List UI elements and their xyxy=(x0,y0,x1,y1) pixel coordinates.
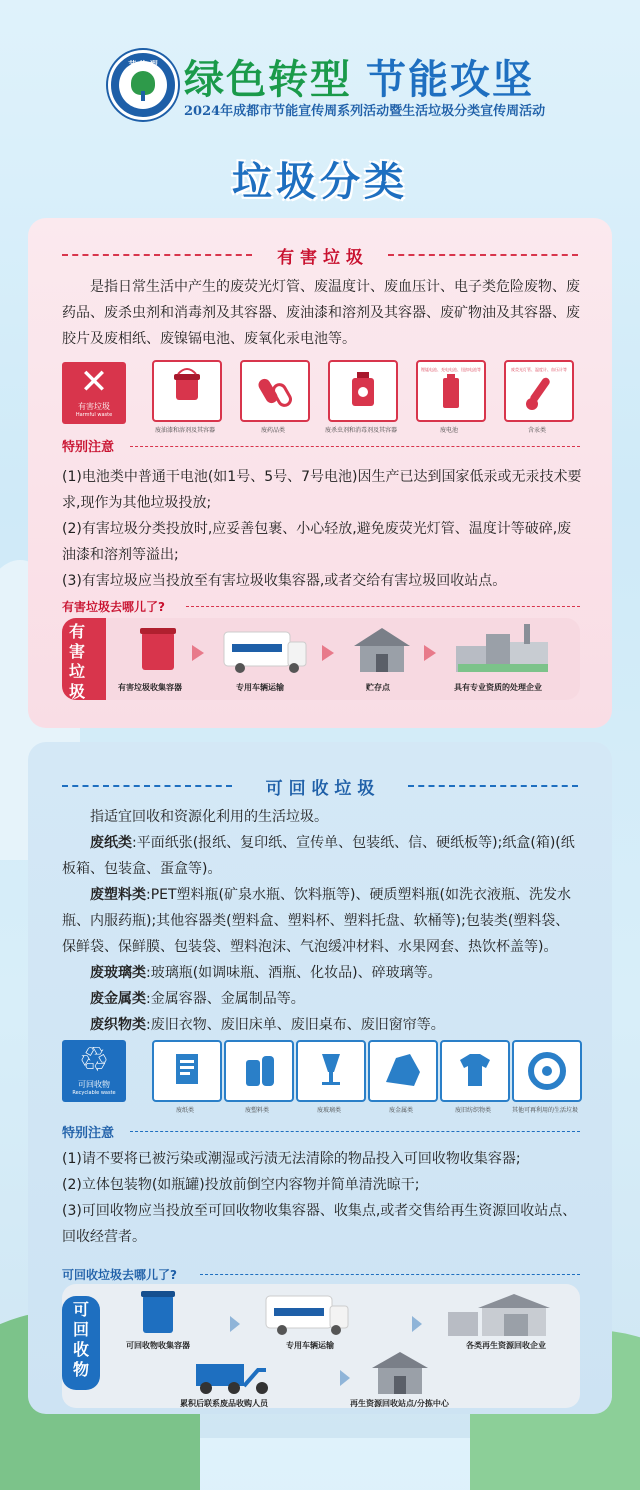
factory-icon xyxy=(444,1290,554,1338)
hazard-x-icon: ✕ xyxy=(79,362,109,402)
recyclable-where-title: 可回收垃圾去哪儿了? xyxy=(62,1268,177,1282)
hazardous-heading xyxy=(32,243,608,268)
recyclable-description-block xyxy=(62,804,582,1038)
recyclable-sign-label-en: Recyclable waste xyxy=(72,1090,116,1096)
flow-step: 具有专业资质的处理企业 xyxy=(454,683,542,692)
page-title: 垃圾分类 xyxy=(232,159,408,205)
icon-caption: 废玻璃类 xyxy=(316,1107,341,1114)
tree-trunk xyxy=(141,91,145,101)
thermometer-icon xyxy=(504,360,574,422)
metal-icon xyxy=(368,1040,438,1102)
bin-icon xyxy=(140,1288,176,1336)
category-plastic xyxy=(62,882,582,960)
logo xyxy=(108,50,178,120)
recycle-icon: ♲ xyxy=(78,1040,110,1080)
note-item: (2)立体包装物(如瓶罐)投放前倒空内容物并简单清洗晾干; xyxy=(62,1177,420,1193)
divider xyxy=(186,606,580,607)
note-item: (1)电池类中普通干电池(如1号、5号、7号电池)因生产已达到国家低汞或无汞技术要求,现作为其他垃圾投放; xyxy=(62,469,582,511)
warehouse-icon xyxy=(352,624,412,674)
flow-step: 各类再生资源回收企业 xyxy=(466,1341,546,1350)
category-name: 废金属类 xyxy=(90,991,146,1007)
recyclable-intro: 指适宜回收和资源化利用的生活垃圾。 xyxy=(90,809,328,825)
hazardous-notes xyxy=(62,464,582,594)
flow-step: 贮存点 xyxy=(366,683,390,692)
plastic-bottle-icon xyxy=(224,1040,294,1102)
tshirt-icon xyxy=(440,1040,510,1102)
category-paper xyxy=(62,830,582,882)
icon-caption: 废纸类 xyxy=(175,1107,194,1114)
category-text: :玻璃瓶(如调味瓶、酒瓶、化妆品)、碎玻璃等。 xyxy=(146,965,442,981)
recyclable-notes xyxy=(62,1146,582,1250)
category-text: :PET塑料瓶(矿泉水瓶、饮料瓶等)、硬质塑料瓶(如洗衣液瓶、洗发水瓶、内服药瓶);其他容器类(塑料盒、塑料杯、塑料托盘、软桶等);包装类(塑料袋、保鲜袋、保鲜膜、包装袋、塑料泡沫、气泡缓冲材料、水果网套、热饮杯盖等)。 xyxy=(62,887,571,955)
category-textile xyxy=(62,1012,582,1038)
recyclable-sign-label: 可回收物 xyxy=(78,1080,110,1089)
paper-icon xyxy=(152,1040,222,1102)
note-item: (3)可回收物应当投放至可回收物收集容器、收集点,或者交售给再生资源回收站点、回收经营者。 xyxy=(62,1203,577,1245)
flow-step: 专用车辆运输 xyxy=(236,683,284,692)
pesticide-bottle-icon xyxy=(328,360,398,422)
icon-caption: 含汞类 xyxy=(527,427,546,434)
arrow-icon xyxy=(322,645,334,661)
flow-step: 再生资源回收站点/分拣中心 xyxy=(350,1399,449,1408)
flow-step: 可回收物收集容器 xyxy=(126,1341,190,1350)
icon-caption: 废塑料类 xyxy=(244,1107,269,1114)
hazardous-sign xyxy=(62,362,126,424)
factory-icon xyxy=(452,620,552,676)
category-text: :平面纸张(报纸、复印纸、宣传单、包装纸、信、硬纸板等);纸盒(箱)(纸板箱、包装盒、蛋盒等)。 xyxy=(62,835,575,877)
hazardous-description-block xyxy=(62,274,582,352)
note-item: (1)请不要将已被污染或潮湿或污渍无法清除的物品投入可回收物收集容器; xyxy=(62,1151,521,1167)
icon-caption: 其他可再利用的生活垃圾 xyxy=(511,1107,578,1114)
flow-step: 专用车辆运输 xyxy=(286,1341,334,1350)
divider xyxy=(130,446,580,447)
sub-title: 2024年成都市节能宣传周系列活动暨生活垃圾分类宣传周活动 xyxy=(184,104,546,119)
paint-bucket-icon xyxy=(152,360,222,422)
recyclable-heading xyxy=(32,774,608,799)
icon-caption: 废电池 xyxy=(439,427,458,434)
flow-step: 有害垃圾收集容器 xyxy=(118,683,182,692)
main-title-part2: 节能攻坚 xyxy=(366,57,534,103)
svg-text:锂锰电池、充电电池、钮扣电池等: 锂锰电池、充电电池、钮扣电池等 xyxy=(421,367,481,372)
note-item: (2)有害垃圾分类投放时,应妥善包裹、小心轻放,避免废荧光灯管、温度计等破碎,废油漆和溶剂等溢出; xyxy=(62,521,572,563)
warehouse-icon xyxy=(370,1348,430,1396)
icon-caption: 废旧纺织物类 xyxy=(454,1107,491,1114)
recyclable-sign xyxy=(62,1040,126,1102)
hazardous-where-title: 有害垃圾去哪儿了? xyxy=(62,600,165,614)
recyclable-heading-text: 可 回 收 垃 圾 xyxy=(265,779,375,799)
category-metal xyxy=(62,986,582,1012)
tire-icon xyxy=(512,1040,582,1102)
icon-caption: 废金属类 xyxy=(388,1107,413,1114)
recyclable-notes-title: 特别注意 xyxy=(62,1126,115,1141)
logo-text: 节 约 型 xyxy=(128,60,158,69)
arrow-icon xyxy=(412,1316,422,1332)
hazardous-notes-title: 特别注意 xyxy=(62,440,115,455)
arrow-icon xyxy=(192,645,204,661)
arrow-icon xyxy=(230,1316,240,1332)
category-name: 废玻璃类 xyxy=(90,965,146,981)
pill-icon xyxy=(240,360,310,422)
divider xyxy=(130,1131,580,1132)
recyclable-flow-label: 可回收物 xyxy=(72,1300,89,1379)
battery-icon xyxy=(416,360,486,422)
tricycle-icon xyxy=(192,1356,276,1396)
category-name: 废塑料类 xyxy=(90,887,146,903)
svg-text:废荧光灯管、温度计、血压计等: 废荧光灯管、温度计、血压计等 xyxy=(511,367,567,372)
category-text: :废旧衣物、废旧床单、废旧桌布、废旧窗帘等。 xyxy=(146,1017,445,1033)
hazardous-sign-label: 有害垃圾 xyxy=(78,402,110,411)
category-text: :金属容器、金属制品等。 xyxy=(146,991,305,1007)
truck-icon xyxy=(222,628,308,674)
glass-icon xyxy=(296,1040,366,1102)
bin-icon xyxy=(138,624,178,674)
truck-icon xyxy=(264,1292,350,1336)
arrow-icon xyxy=(340,1370,350,1386)
category-glass xyxy=(62,960,582,986)
hazardous-description: 是指日常生活中产生的废荧光灯管、废温度计、废血压计、电子类危险废物、废药品、废杀虫剂和消毒剂及其容器、废油漆和溶剂及其容器、废矿物油及其容器、废胶片及废相纸、废镍镉电池、废氧化汞电池等。 xyxy=(62,279,580,347)
hazardous-flow-label: 有害垃圾 xyxy=(68,622,85,701)
main-title-part1: 绿色转型 xyxy=(184,57,352,103)
icon-caption: 废药品类 xyxy=(260,427,285,434)
icon-caption: 废油漆和溶剂及其容器 xyxy=(154,427,215,434)
arrow-icon xyxy=(424,645,436,661)
icon-caption: 废杀虫剂和消毒剂及其容器 xyxy=(324,427,397,434)
hazardous-sign-label-en: Harmful waste xyxy=(75,412,113,418)
divider xyxy=(200,1274,580,1275)
note-item: (3)有害垃圾应当投放至有害垃圾收集容器,或者交给有害垃圾回收站点。 xyxy=(62,573,507,589)
hazardous-heading-text: 有 害 垃 圾 xyxy=(277,248,363,268)
flow-step: 累积后联系废品收购人员 xyxy=(180,1399,268,1408)
category-name: 废纸类 xyxy=(90,835,132,851)
category-name: 废织物类 xyxy=(90,1017,146,1033)
main-title xyxy=(184,48,534,105)
